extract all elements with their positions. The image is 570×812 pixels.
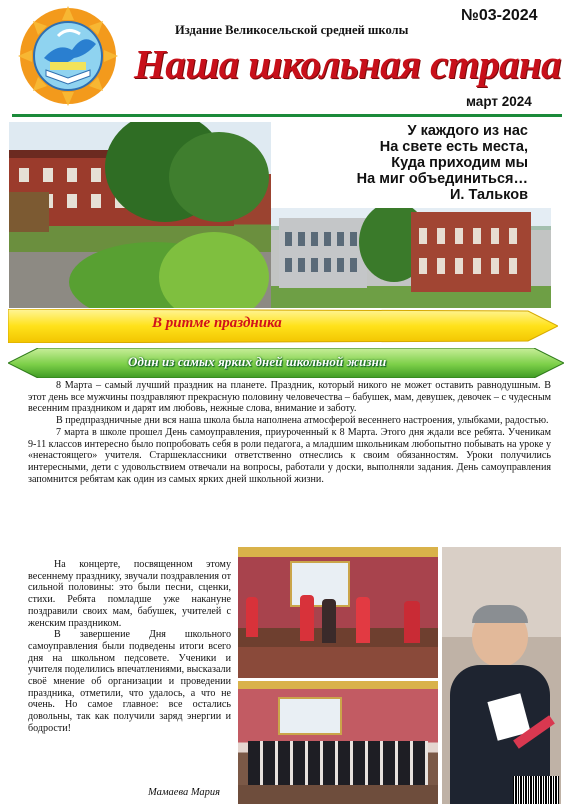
publisher-line: Издание Великосельской средней школы xyxy=(175,23,409,37)
article-paragraph: На концерте, посвященном этому весеннему празднику, звучали поздравления от сильной половины: это были песни, сценки, стихи. Ребята помладше уже накануне поздравили своих мам, бабушек, учителей с женским праздником. xyxy=(28,559,231,629)
epigraph-line: Куда приходим мы xyxy=(391,155,528,171)
article-body xyxy=(28,380,551,485)
epigraph-author: И. Тальков xyxy=(449,187,528,203)
school-building-photo xyxy=(9,122,271,308)
article-paragraph: 8 Марта – самый лучший праздник на планете. Праздник, который никого не может оставить равнодушным. В этот день все мужчины поздравляют прекрасную половину человечества – бабушек, мам, девушек, девочек – с чудесным весенним праздником и дарят им любовь, нежные слова, внимание и заботу. xyxy=(28,380,551,415)
epigraph xyxy=(300,123,528,203)
article-paragraph: В завершение Дня школьного самоуправления были подведены итоги всего дня на школьном педсовете. Ученики и учителя поделились впечатлениями, высказали своё мнение об организации и проведении праздника, отметили, что удалось, а что не очень. Но самое главное: все остались довольны, так как получили заряд энергии и бодрости! xyxy=(28,629,231,734)
headline: Один из самых ярких дней школьной жизни xyxy=(128,354,387,369)
header-divider xyxy=(12,114,562,117)
epigraph-line: На свете есть места, xyxy=(379,139,528,155)
article-paragraph: 7 марта в школе прошел День самоуправления, приуроченный к 8 Марта. Этого дня ждали все ребята. Ученикам 9-11 классов интересно было попробовать себя в роли педагога, а младшим школьникам любопытно побывать на уроке у «ненастоящего» учителя. Старшеклассники ответственно отнеслись к своим обязанностям. Уроки получились интересными, дети с удовольствием отвечали на вопросы, работали у доски, выполняли задания. День самоуправления запомнится ребятам как один из самых ярких дней школьной жизни. xyxy=(28,426,551,485)
section-banner xyxy=(8,309,558,343)
article-paragraph: В предпраздничные дни вся наша школа была наполнена атмосферой весеннего настроения, улыбками, радостью. xyxy=(56,415,549,427)
school-emblem-icon xyxy=(14,6,122,106)
concert-photo xyxy=(238,547,438,678)
section-title: В ритме праздника xyxy=(152,315,282,331)
barcode-icon xyxy=(513,776,559,804)
newspaper-title: Наша школьная страна xyxy=(134,41,561,87)
epigraph-line: У каждого из нас xyxy=(407,123,528,139)
village-buildings-photo xyxy=(271,208,551,308)
article-column xyxy=(28,559,231,735)
teacher-portrait-photo xyxy=(442,547,561,804)
issue-number: №03-2024 xyxy=(461,7,538,24)
article-author: Мамаева Мария xyxy=(148,787,221,798)
issue-date: март 2024 xyxy=(466,94,532,109)
epigraph-line: На миг объединиться… xyxy=(356,171,528,187)
teachers-photo xyxy=(238,681,438,804)
